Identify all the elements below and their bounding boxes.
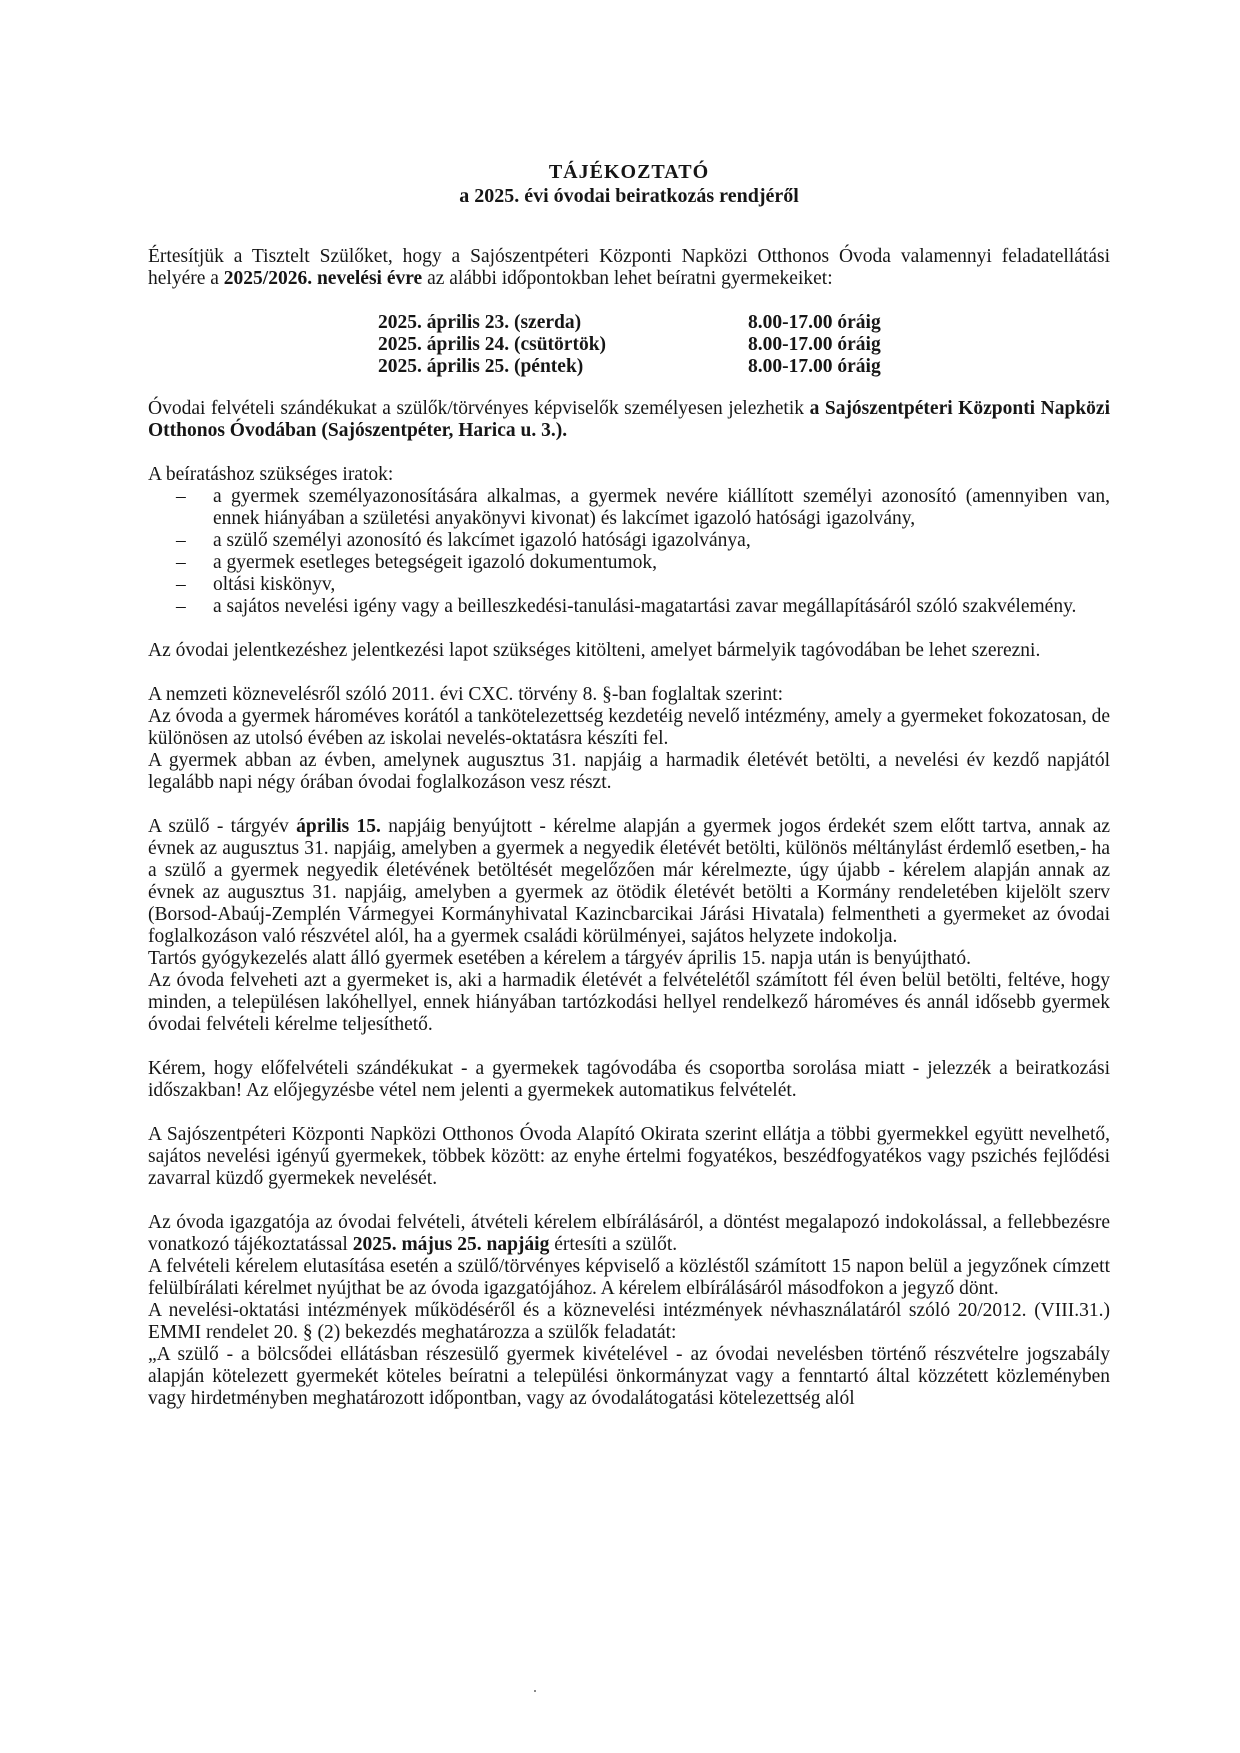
decision-paragraph: A nevelési-oktatási intézmények működéséről és a köznevelési intézmények névhasználatáról szóló 20/2012. (VIII.31.) EMMI rendelet 20. § (2) bekezdés meghatározza a szülők feladatát: bbox=[148, 1300, 1110, 1343]
intent-paragraph: Óvodai felvételi szándékukat a szülők/törvényes képviselők személyesen jelezhetik a Sajószentpéteri Központi Napközi Otthonos Óvodában (Sajószentpéter, Harica u. 3.). bbox=[148, 398, 1110, 441]
deadline-date: április 15. bbox=[296, 816, 381, 837]
decision-section bbox=[148, 1212, 1110, 1410]
date-time: 8.00-17.00 óráig bbox=[748, 312, 881, 333]
law-section bbox=[148, 684, 1110, 794]
document-subtitle: a 2025. évi óvodai beiratkozás rendjéről bbox=[459, 185, 799, 207]
documents-list bbox=[148, 486, 1110, 618]
list-item: – a sajátos nevelési igény vagy a beilleszkedési-tanulási-magatartási zavar megállapításáról szóló szakvélemény. bbox=[148, 596, 1110, 618]
list-item: – a szülő személyi azonosító és lakcímet igazoló hatósági igazolványa, bbox=[148, 530, 1110, 552]
date-time: 8.00-17.00 óráig bbox=[748, 334, 881, 355]
enrollment-dates bbox=[378, 312, 898, 378]
date-row bbox=[378, 356, 898, 378]
list-item: – a gyermek esetleges betegségeit igazoló dokumentumok, bbox=[148, 552, 1110, 574]
exemption-paragraph: Az óvoda felveheti azt a gyermeket is, aki a harmadik életévét a felvételétől számított fél éven belül betölti, feltéve, hogy minden, a településen lakóhellyel, ennek hiányában tartózkodási hellyel rendelkező hároméves és annál idősebb gyermek óvodai felvételi kérelme teljesíthető. bbox=[148, 970, 1110, 1035]
decision-deadline: 2025. május 25. napjáig bbox=[352, 1234, 550, 1255]
exemption-paragraph: Tartós gyógykezelés alatt álló gyermek esetében a kérelem a tárgyév április 15. napja után is benyújtható. bbox=[148, 948, 971, 969]
exemption-section bbox=[148, 816, 1110, 1036]
school-year: 2025/2026. nevelési évre bbox=[223, 268, 423, 289]
decision-paragraph: „A szülő - a bölcsődei ellátásban részesülő gyermek kivételével - az óvodai nevelésben történő részvételre jogszabály alapján kötelezett gyermekét köteles beíratni a települési önkormányzat vagy a fenntartó által közzétett közleményben vagy hirdetményben meghatározott időpontban, vagy az óvodalátogatási kötelezettség alól bbox=[148, 1344, 1110, 1409]
documents-heading: A beíratáshoz szükséges iratok: bbox=[148, 464, 394, 485]
scan-speck bbox=[534, 1690, 536, 1692]
date-day: 2025. április 25. (péntek) bbox=[378, 356, 584, 377]
document-body bbox=[148, 160, 1110, 1410]
list-item: – oltási kiskönyv, bbox=[148, 574, 1110, 596]
date-time: 8.00-17.00 óráig bbox=[748, 356, 881, 377]
exemption-paragraph: A szülő - tárgyév április 15. napjáig benyújtott - kérelme alapján a gyermek jogos érdekét szem előtt tartva, annak az évnek az augusztus 31. napjáig, amelyben a gyermek a negyedik életévét betölti, különös méltánylást érdemlő esetben,- ha a szülő a gyermek negyedik életévének betöltését megelőzően már kérelmezte, úgy újabb - kérelem alapján annak az évnek az augusztus 31. napjáig, amelyben a gyermek az ötödik életévét betölti a Kormány rendeletében kijelölt szerv (Borsod-Abaúj-Zemplén Vármegyei Kormányhivatal Kazincbarcikai Járási Hivatala) felmentheti a gyermeket az óvodai foglalkozáson való részvétel alól, ha a gyermek családi körülményei, sajátos helyzete indokolja. bbox=[148, 816, 1111, 947]
law-reference: A nemzeti köznevelésről szóló 2011. évi CXC. törvény 8. §-ban foglaltak szerint: bbox=[148, 684, 784, 705]
form-note-paragraph: Az óvodai jelentkezéshez jelentkezési lapot szükséges kitölteni, amelyet bármelyik tagóvodában be lehet szerezni. bbox=[148, 640, 1041, 661]
request-paragraph: Kérem, hogy előfelvételi szándékukat - a gyermekek tagóvodába és csoportba sorolása miatt - jelezzék a beiratkozási időszakban! Az előjegyzésbe vétel nem jelenti a gyermekek automatikus felvételét. bbox=[148, 1058, 1110, 1101]
intro-paragraph: Értesítjük a Tisztelt Szülőket, hogy a Sajószentpéteri Központi Napközi Otthonos Óvoda valamennyi feladatellátási helyére a 2025/2026. nevelési évre az alábbi időpontokban lehet beíratni gyermekeiket: bbox=[148, 246, 1110, 289]
date-row bbox=[378, 312, 898, 334]
charter-paragraph: A Sajószentpéteri Központi Napközi Otthonos Óvoda Alapító Okirata szerint ellátja a többi gyermekkel együtt nevelhető, sajátos nevelési igényű gyermekek, többek között: az enyhe értelmi fogyatékos, beszédfogyatékos vagy pszichés fejlődési zavarral küzdő gyermekek nevelését. bbox=[148, 1124, 1110, 1189]
enrollment-location: a Sajószentpéteri Központi Napközi Otthonos Óvodában (Sajószentpéter, Harica u. 3.). bbox=[148, 398, 1110, 441]
list-item: – a gyermek személyazonosítására alkalmas, a gyermek nevére kiállított személyi azonosító (amennyiben van, ennek hiányában a születési anyakönyvi kivonat) és lakcímet igazoló hatósági igazolvány, bbox=[148, 486, 1110, 530]
law-paragraph: Az óvoda a gyermek hároméves korától a tankötelezettség kezdetéig nevelő intézmény, amely a gyermeket fokozatosan, de különösen az utolsó évében az iskolai nevelés-oktatásra készíti fel. bbox=[148, 706, 1110, 749]
decision-paragraph: Az óvoda igazgatója az óvodai felvételi, átvételi kérelem elbírálásáról, a döntést megalapozó indokolással, a fellebbezésre vonatkozó tájékoztatással 2025. május 25. napjáig értesíti a szülőt. bbox=[148, 1212, 1110, 1255]
date-day: 2025. április 23. (szerda) bbox=[378, 312, 582, 333]
date-row bbox=[378, 334, 898, 356]
decision-paragraph: A felvételi kérelem elutasítása esetén a szülő/törvényes képviselő a közléstől számított 15 napon belül a jegyzőnek címzett felülbírálati kérelmet nyújthat be az óvoda igazgatójához. A kérelem elbírálásáról másodfokon a jegyző dönt. bbox=[148, 1256, 1110, 1299]
document-title: TÁJÉKOZTATÓ bbox=[548, 161, 710, 183]
date-day: 2025. április 24. (csütörtök) bbox=[378, 334, 607, 355]
law-paragraph: A gyermek abban az évben, amelynek augusztus 31. napjáig a harmadik életévét betölti, a nevelési év kezdő napjától legalább napi négy órában óvodai foglalkozáson vesz részt. bbox=[148, 750, 1110, 793]
